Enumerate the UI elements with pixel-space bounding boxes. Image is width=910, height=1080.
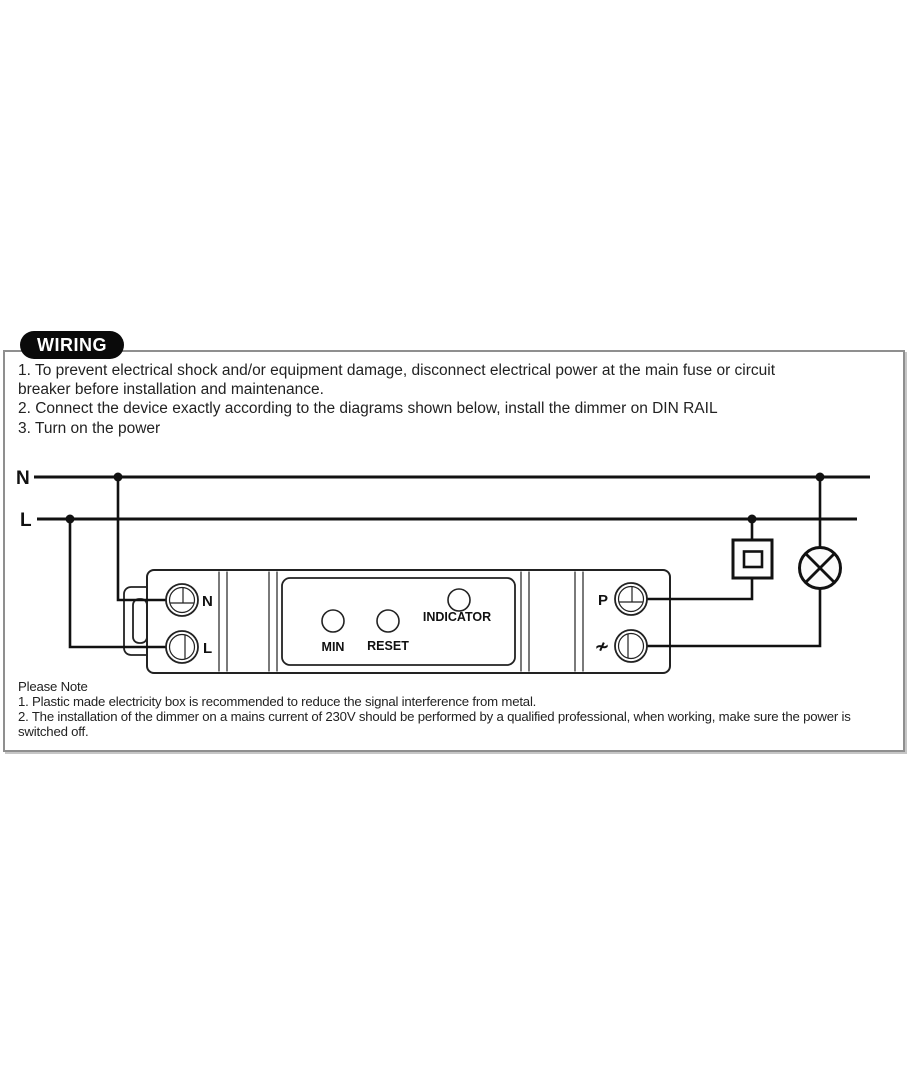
reset-button — [377, 610, 399, 632]
instruction-item: 1. To prevent electrical shock and/or equipment damage, disconnect electrical power at the main fuse or circuit breaker before installation and maintenance. — [18, 362, 776, 399]
terminal-live-label: L — [203, 640, 213, 657]
please-note-section — [18, 679, 874, 739]
instruction-item: 3. Turn on the power — [18, 419, 161, 437]
wiring-instructions — [18, 361, 820, 438]
indicator-label: INDICATOR — [422, 610, 492, 624]
notes-title: Please Note — [18, 679, 88, 694]
junction-dot — [114, 473, 123, 482]
terminal-pulse-label: P — [597, 592, 609, 609]
terminal-load — [615, 630, 647, 662]
min-button — [322, 610, 344, 632]
reset-button-label: RESET — [367, 639, 409, 653]
junction-dots — [66, 473, 825, 524]
junction-dot — [66, 515, 75, 524]
lamp-to-load-wire — [647, 589, 820, 647]
neutral-line-label: N — [16, 468, 30, 489]
lamp-icon — [800, 548, 841, 589]
terminal-neutral — [166, 584, 198, 616]
wiring-section-badge: WIRING — [20, 331, 124, 359]
note-item: 2. The installation of the dimmer on a mains current of 230V should be performed by a qualified professional, when working, make sure the power is switched off. — [18, 709, 851, 739]
live-line-label: L — [20, 510, 32, 531]
instruction-item: 2. Connect the device exactly according to the diagrams shown below, install the dimmer on DIN RAIL — [18, 400, 718, 418]
terminal-load-label: ≁ — [594, 637, 610, 656]
terminal-neutral-label: N — [202, 593, 213, 610]
wall-switch-icon — [733, 540, 772, 578]
terminal-pulse — [615, 583, 647, 615]
note-item: 1. Plastic made electricity box is recommended to reduce the signal interference from metal. — [18, 694, 537, 709]
indicator-led — [448, 589, 470, 611]
min-button-label: MIN — [321, 640, 345, 654]
supply-lines — [34, 477, 870, 519]
terminal-live — [166, 631, 198, 663]
junction-dot — [816, 473, 825, 482]
junction-dot — [748, 515, 757, 524]
